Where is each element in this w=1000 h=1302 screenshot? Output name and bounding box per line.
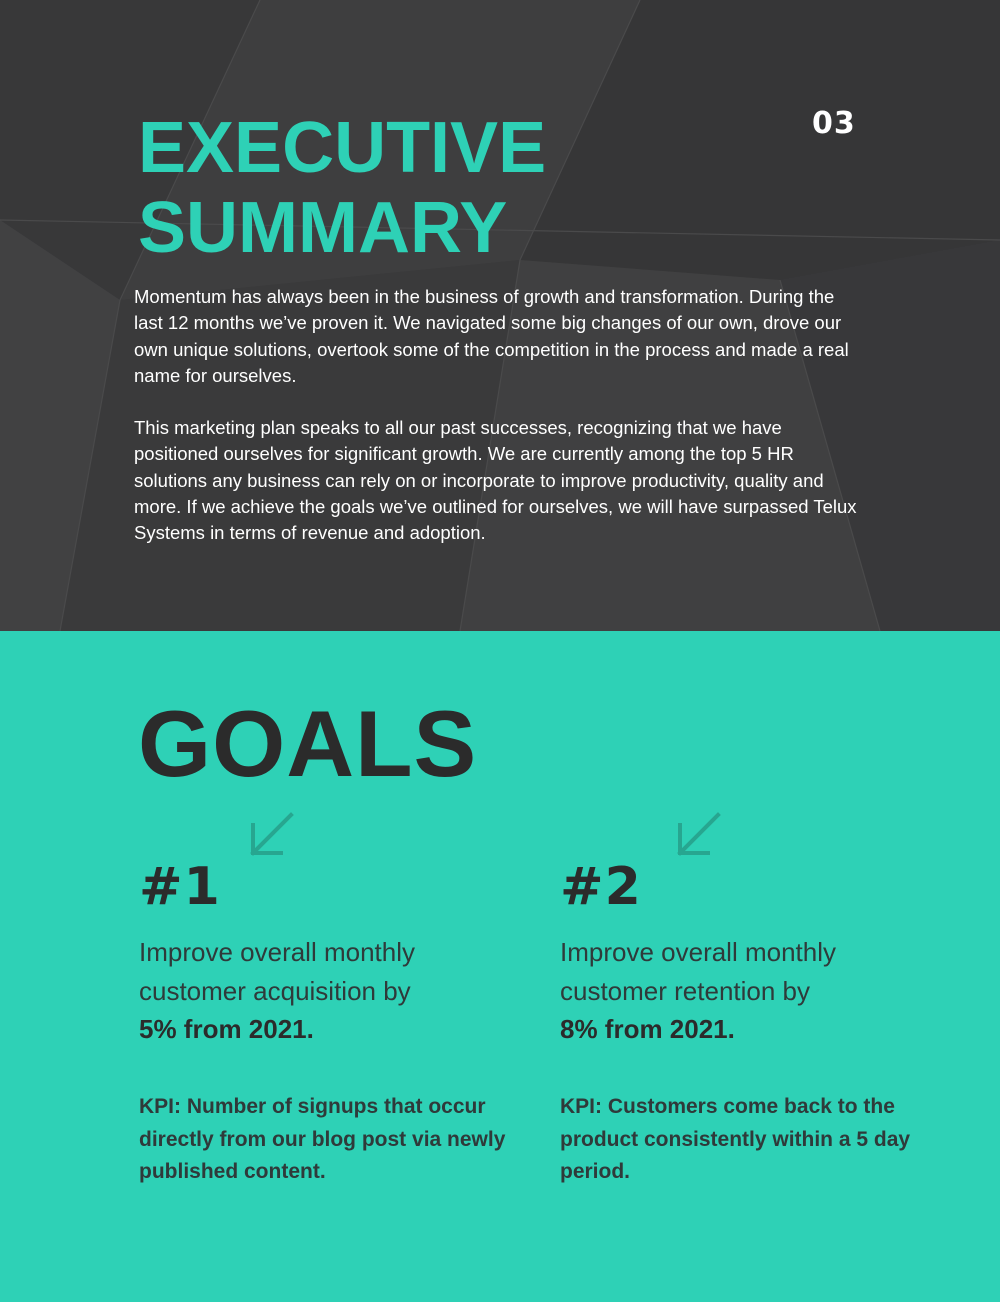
title-line-1: EXECUTIVE xyxy=(138,108,547,188)
goal-description-text: Improve overall monthly customer acquisition by xyxy=(139,937,415,1006)
executive-summary-title xyxy=(138,108,546,268)
executive-summary-section xyxy=(0,0,1000,631)
executive-summary-body xyxy=(134,284,864,573)
goal-description-text: Improve overall monthly customer retention by xyxy=(560,937,836,1006)
goal-description xyxy=(560,933,940,1049)
goal-kpi: KPI: Number of signups that occur directly from our blog post via newly published content. xyxy=(139,1095,506,1183)
arrow-down-left-icon xyxy=(674,811,722,859)
page-number: 03 xyxy=(812,106,856,141)
goals-section xyxy=(0,631,1000,1302)
summary-paragraph-2: This marketing plan speaks to all our past successes, recognizing that we have positioned ourselves for significant growth. We are currently among the top 5 HR solutions any business can rely on or incorporate to improve productivity, quality and more. If we achieve the goals we’ve outlined for ourselves, we will have surpassed Telux Systems in terms of revenue and adoption. xyxy=(134,417,857,544)
goal-number: #1 xyxy=(139,857,221,917)
goal-number: #2 xyxy=(560,857,642,917)
goals-heading: GOALS xyxy=(138,691,478,796)
goal-kpi: KPI: Customers come back to the product consistently within a 5 day period. xyxy=(560,1095,911,1183)
arrow-down-left-icon xyxy=(247,811,295,859)
goal-target: 5% from 2021. xyxy=(139,1014,314,1044)
title-line-2: SUMMARY xyxy=(138,188,508,268)
summary-paragraph-1: Momentum has always been in the business of growth and transformation. During the last 12 months we’ve proven it. We navigated some big changes of our own, drove our own unique solutions, overtook some of the competition in the process and made a real name for ourselves. xyxy=(134,286,849,386)
goal-description xyxy=(139,933,519,1049)
goal-target: 8% from 2021. xyxy=(560,1014,735,1044)
